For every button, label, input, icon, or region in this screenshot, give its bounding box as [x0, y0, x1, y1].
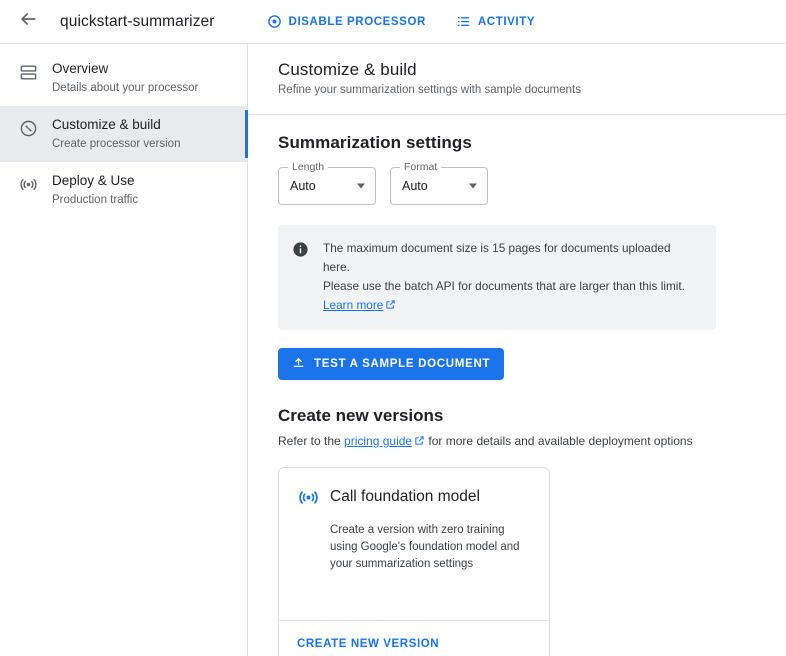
arrow-left-icon	[18, 9, 38, 34]
test-sample-document-label: TEST A SAMPLE DOCUMENT	[314, 358, 491, 370]
chevron-down-icon	[469, 184, 477, 189]
activity-list-icon	[456, 14, 471, 29]
external-link-icon	[414, 435, 425, 449]
format-select-value: Auto	[402, 179, 428, 193]
customize-build-icon	[18, 118, 38, 138]
length-select[interactable]	[278, 161, 376, 205]
call-foundation-model-card	[278, 467, 550, 656]
body	[0, 44, 786, 656]
sidebar-item-deploy-use-label: Deploy & Use	[52, 173, 135, 188]
create-new-versions-heading: Create new versions	[278, 406, 444, 425]
length-select-value: Auto	[290, 179, 316, 193]
summarization-settings-heading: Summarization settings	[278, 133, 472, 152]
info-line-2: Please use the batch API for documents that are larger than this limit.	[323, 279, 685, 293]
sidebar-item-overview-sub: Details about your processor	[52, 82, 199, 94]
top-bar-actions	[263, 8, 540, 35]
sidebar-item-overview[interactable]	[0, 50, 247, 106]
activity-button[interactable]	[452, 8, 539, 35]
info-icon	[292, 241, 309, 258]
sidebar-item-customize-build[interactable]	[0, 106, 247, 162]
learn-more-link[interactable]: Learn more	[323, 298, 384, 312]
content-title: Customize & build	[278, 60, 417, 79]
content-subtitle: Refine your summarization settings with sample documents	[278, 84, 581, 96]
broadcast-icon	[297, 486, 319, 508]
length-select-label: Length	[288, 161, 328, 173]
info-banner-text	[323, 239, 700, 316]
pricing-guide-text	[278, 434, 758, 449]
info-line-1: The maximum document size is 15 pages for documents uploaded here.	[323, 241, 671, 274]
external-link-icon	[385, 297, 396, 316]
refer-prefix: Refer to the	[278, 434, 345, 448]
back-button[interactable]	[8, 2, 48, 42]
disable-processor-button[interactable]	[263, 8, 430, 35]
create-new-version-button[interactable]: CREATE NEW VERSION	[297, 637, 440, 650]
deploy-use-icon	[18, 174, 38, 194]
sidebar-item-customize-build-label: Customize & build	[52, 117, 161, 132]
settings-fields	[278, 161, 758, 205]
sidebar-item-customize-build-sub: Create processor version	[52, 138, 181, 150]
upload-icon	[292, 356, 305, 372]
format-select[interactable]	[390, 161, 488, 205]
test-sample-document-button[interactable]	[278, 348, 504, 380]
top-bar	[0, 0, 786, 44]
card-footer	[279, 620, 549, 656]
overview-icon	[18, 62, 38, 82]
chevron-down-icon	[357, 184, 365, 189]
card-title: Call foundation model	[330, 488, 480, 505]
sidebar-item-deploy-use-sub: Production traffic	[52, 194, 139, 206]
disable-processor-label: DISABLE PROCESSOR	[288, 15, 426, 28]
format-select-label: Format	[400, 161, 441, 173]
card-body	[279, 468, 549, 620]
divider	[248, 114, 786, 115]
disable-circle-icon	[267, 14, 282, 29]
page-title: quickstart-summarizer	[60, 12, 215, 30]
main-content	[248, 44, 786, 656]
refer-suffix: for more details and available deployment options	[425, 434, 693, 448]
card-header	[297, 486, 531, 508]
info-banner	[278, 225, 716, 330]
sidebar-item-overview-label: Overview	[52, 61, 109, 76]
pricing-guide-link[interactable]: pricing guide	[344, 434, 413, 448]
sidebar-item-deploy-use[interactable]	[0, 162, 247, 218]
card-description: Create a version with zero training using Google's foundation model and your summarization settings	[330, 524, 520, 570]
activity-label: ACTIVITY	[477, 15, 536, 28]
sidebar	[0, 44, 248, 656]
